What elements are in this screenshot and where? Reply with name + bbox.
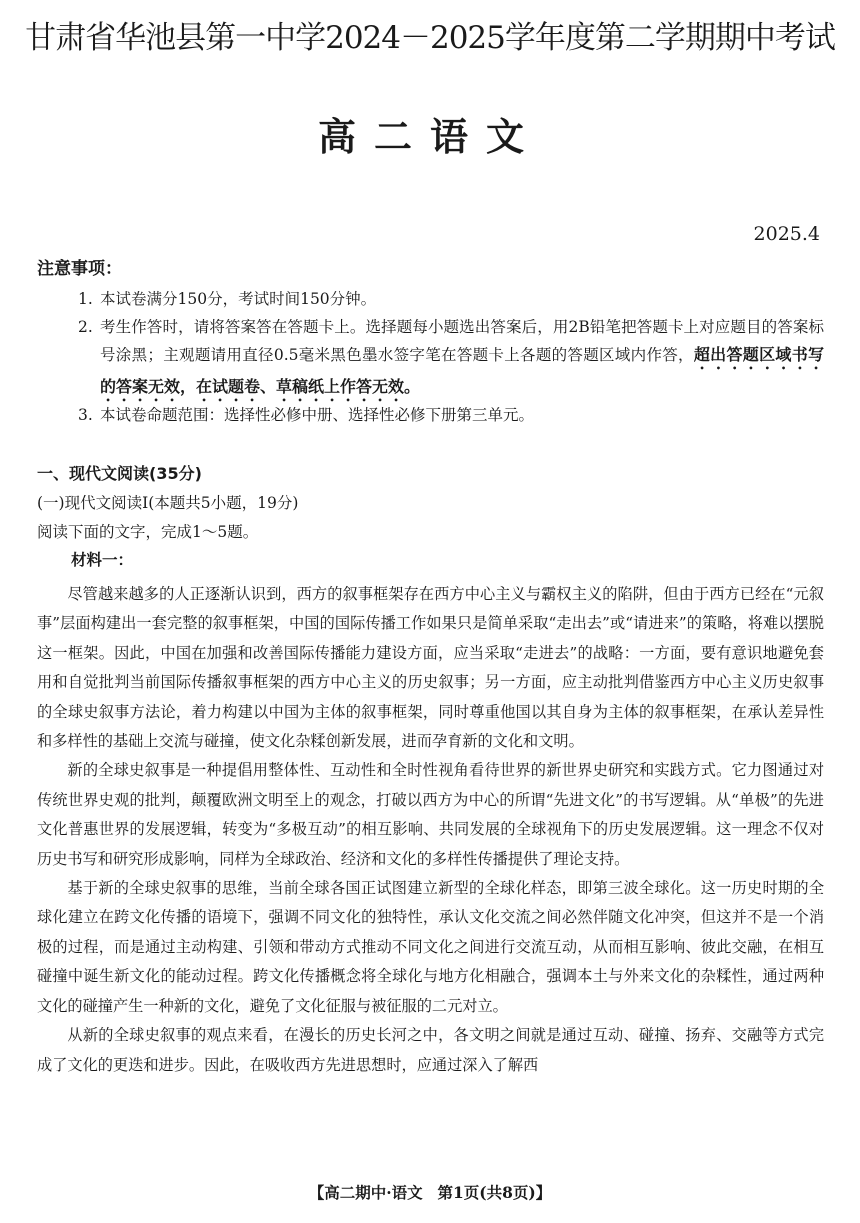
exam-date: 2025.4 <box>753 223 820 245</box>
footer-label: 【高二期中·语文 <box>308 1183 423 1202</box>
passage-paragraph-1: 尽管越来越多的人正逐渐认识到，西方的叙事框架存在西方中心主义与霸权主义的陷阱，但由于西方已经在“元叙事”层面构建出一套完整的叙事框架，中国的国际传播工作如果只是简单采取“走出去”或“请进来”的策略，将难以摆脱这一框架。因此，中国在加强和改善国际传播能力建设方面，应当采取“走进去”的战略：一方面，要有意识地避免套用和自觉批判当前国际传播叙事框架的西方中心主义的历史叙事；另一方面，应主动批判借鉴西方中心主义历史叙事的全球史叙事方法论，着力构建以中国为主体的叙事框架，同时尊重他国以其自身为主体的叙事框架，在承认差异性和多样性的基础上交流与碰撞，使文化杂糅创新发展，进而孕育新的文化和文明。 <box>37 585 824 751</box>
passage-paragraph-2: 新的全球史叙事是一种提倡用整体性、互动性和全时性视角看待世界的新世界史研究和实践方式。它力图通过对传统世界史观的批判，颠覆欧洲文明至上的观念，打破以西方为中心的所谓“先进文化”的书写逻辑。从“单极”的先进文化普惠世界的发展逻辑，转变为“多极互动”的相互影响、共同发展的全球视角下的历史发展逻辑。这一理念不仅对历史书写和研究形成影响，同样为全球政治、经济和文化的多样性传播提供了理论支持。 <box>37 761 824 868</box>
notice-item-text: 考生作答时，请将答案答在答题卡上。选择题每小题选出答案后，用2B铅笔把答题卡上对应题目的答案标号涂黑；主观题请用直径0.5毫米黑色墨水签字笔在答题卡上各题的答题区域内作答， <box>100 318 824 364</box>
notice-item-text: 本试卷命题范围：选择性必修中册、选择性必修下册第三单元。 <box>100 406 535 424</box>
notice-emphasis-text: 超出答题区域书写的答案无效，在试题卷、草稿纸上作答无效。 <box>100 345 824 396</box>
reading-passage <box>37 580 824 1080</box>
passage-paragraph-3: 基于新的全球史叙事的思维，当前全球各国正试图建立新型的全球化样态，即第三波全球化。这一历史时期的全球化建立在跨文化传播的语境下，强调不同文化的独特性，承认文化交流之间必然伴随文化冲突，但这并不是一个消极的过程，而是通过主动构建、引领和带动方式推动不同文化之间进行交流互动，从而相互影响、彼此交融，在相互碰撞中诞生新文化的能动过程。跨文化传播概念将全球化与地方化相融合，强调本土与外来文化的杂糅性，通过两种文化的碰撞产生一种新的文化，避免了文化征服与被征服的二元对立。 <box>37 879 824 1015</box>
notice-item-number: 3. <box>78 406 93 424</box>
reading-instruction: 阅读下面的文字，完成1～5题。 <box>37 523 259 541</box>
notice-item-text: 本试卷满分150分，考试时间150分钟。 <box>100 290 377 308</box>
notice-item-2 <box>78 313 824 405</box>
notice-item-number: 2. <box>78 318 93 336</box>
notice-item-1 <box>78 285 824 313</box>
notice-item-number: 1. <box>78 290 93 308</box>
section-subtitle: (一)现代文阅读Ⅰ(本题共5小题，19分) <box>37 494 299 512</box>
material-label: 材料一： <box>71 551 134 569</box>
subject-title: 高二语文 <box>317 115 542 159</box>
notice-heading: 注意事项： <box>37 259 122 279</box>
notice-item-text-wrap <box>78 313 824 405</box>
section-title: 一、现代文阅读(35分) <box>37 464 202 483</box>
page-footer <box>0 1181 860 1205</box>
notice-item-3 <box>78 401 824 429</box>
exam-title: 甘肃省华池县第一中学2024－2025学年度第二学期期中考试 <box>25 20 835 56</box>
footer-page-number: 第1页(共8页)】 <box>437 1183 552 1202</box>
passage-paragraph-4: 从新的全球史叙事的观点来看，在漫长的历史长河之中，各文明之间就是通过互动、碰撞、扬弃、交融等方式完成了文化的更迭和进步。因此，在吸收西方先进思想时，应通过深入了解西 <box>37 1026 824 1074</box>
